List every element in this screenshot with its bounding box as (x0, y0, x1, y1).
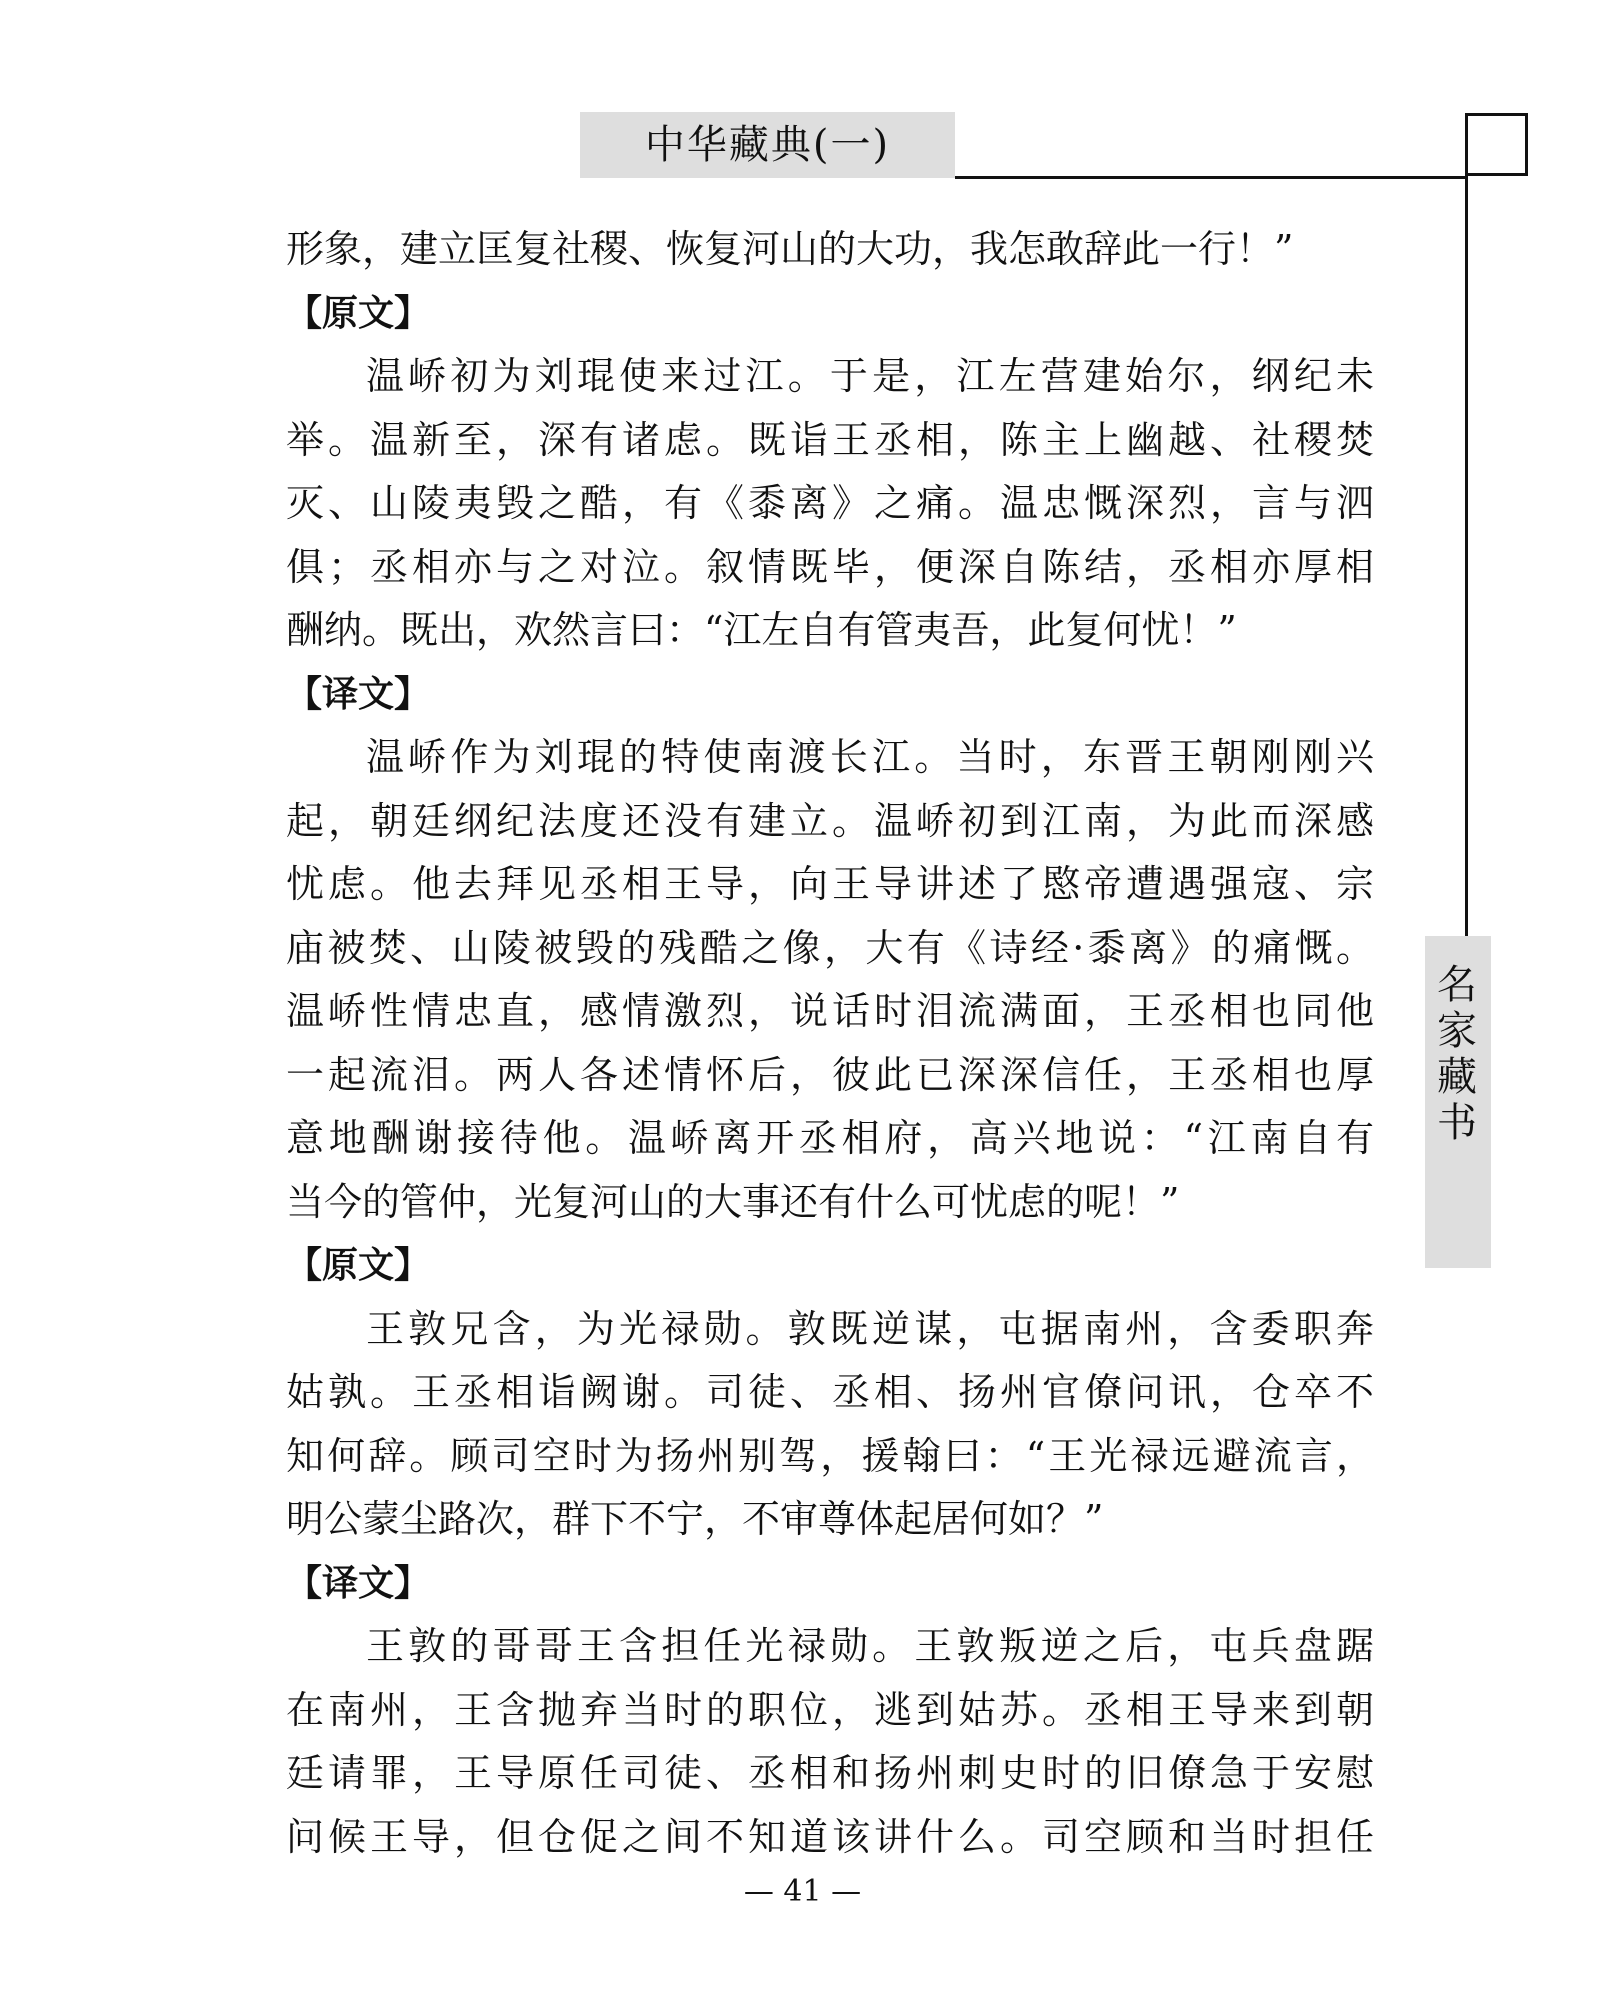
text-line: 温峤性情忠直，感情激烈，说话时泪流满面，王丞相也同他 (286, 989, 1374, 1033)
section-heading: 【原文】 (286, 1245, 431, 1286)
text-line: 酬纳。既出，欢然言曰：“江左自有管夷吾，此复何忧！” (286, 608, 1237, 652)
side-tab-char: 家 (1437, 1008, 1479, 1054)
book-title: 中华藏典(一) (644, 122, 891, 168)
text-line: 姑孰。王丞相诣阙谢。司徒、丞相、扬州官僚问讯，仓卒不 (286, 1370, 1374, 1414)
text-line: 廷请罪，王导原任司徒、丞相和扬州刺史时的旧僚急于安慰 (286, 1751, 1374, 1795)
side-tab-char: 名 (1437, 962, 1479, 1008)
text-line: 庙被焚、山陵被毁的残酷之像，大有《诗经·黍离》的痛慨。 (286, 925, 1374, 970)
text-line: 一起流泪。两人各述情怀后，彼此已深深信任，王丞相也厚 (286, 1052, 1374, 1097)
text-line: 问候王导，但仓促之间不知道该讲什么。司空顾和当时担任 (286, 1814, 1374, 1859)
text-line: 王敦兄含，为光禄勋。敦既逆谋，屯据南州，含委职奔 (366, 1306, 1374, 1351)
text-line: 灭、山陵夷毁之酷，有《黍离》之痛。温忠慨深烈，言与泗 (286, 481, 1374, 525)
text-line: 形象，建立匡复社稷、恢复河山的大功，我怎敢辞此一行！” (286, 227, 1294, 271)
text-line: 王敦的哥哥王含担任光禄勋。王敦叛逆之后，屯兵盘踞 (366, 1624, 1374, 1668)
text-line: 温峤作为刘琨的特使南渡长江。当时，东晋王朝刚刚兴 (366, 735, 1374, 779)
section-heading: 【原文】 (286, 292, 431, 334)
text-line: 俱；丞相亦与之对泣。叙情既毕，便深自陈结，丞相亦厚相 (286, 544, 1374, 589)
text-line: 忧虑。他去拜见丞相王导，向王导讲述了愍帝遭遇强寇、宗 (286, 862, 1374, 906)
text-line: 知何辞。顾司空时为扬州别驾，援翰曰：“王光禄远避流言， (286, 1433, 1374, 1478)
header-rule (955, 176, 1465, 179)
text-line: 在南州，王含抛弃当时的职位，逃到姑苏。丞相王导来到朝 (286, 1687, 1374, 1732)
side-tab-label (1425, 962, 1491, 1146)
text-line: 当今的管仲，光复河山的大事还有什么可忧虑的呢！” (286, 1179, 1180, 1224)
text-line: 明公蒙尘路次，群下不宁，不审尊体起居何如？” (286, 1497, 1104, 1541)
text-line: 温峤初为刘琨使来过江。于是，江左营建始尔，纲纪未 (366, 354, 1374, 398)
side-tab-char: 书 (1437, 1100, 1479, 1146)
text-line: 意地酬谢接待他。温峤离开丞相府，高兴地说：“江南自有 (286, 1116, 1374, 1160)
side-rule (1465, 176, 1468, 936)
corner-box (1465, 113, 1528, 176)
page-number: — 41 — (743, 1874, 862, 1909)
section-heading: 【译文】 (286, 673, 431, 715)
text-line: 举。温新至，深有诸虑。既诣王丞相，陈主上幽越、社稷焚 (286, 417, 1374, 462)
body-text (286, 218, 1374, 1869)
side-tab-char: 藏 (1437, 1054, 1479, 1100)
section-heading: 【译文】 (286, 1562, 431, 1604)
text-line: 起，朝廷纲纪法度还没有建立。温峤初到江南，为此而深感 (286, 798, 1374, 843)
